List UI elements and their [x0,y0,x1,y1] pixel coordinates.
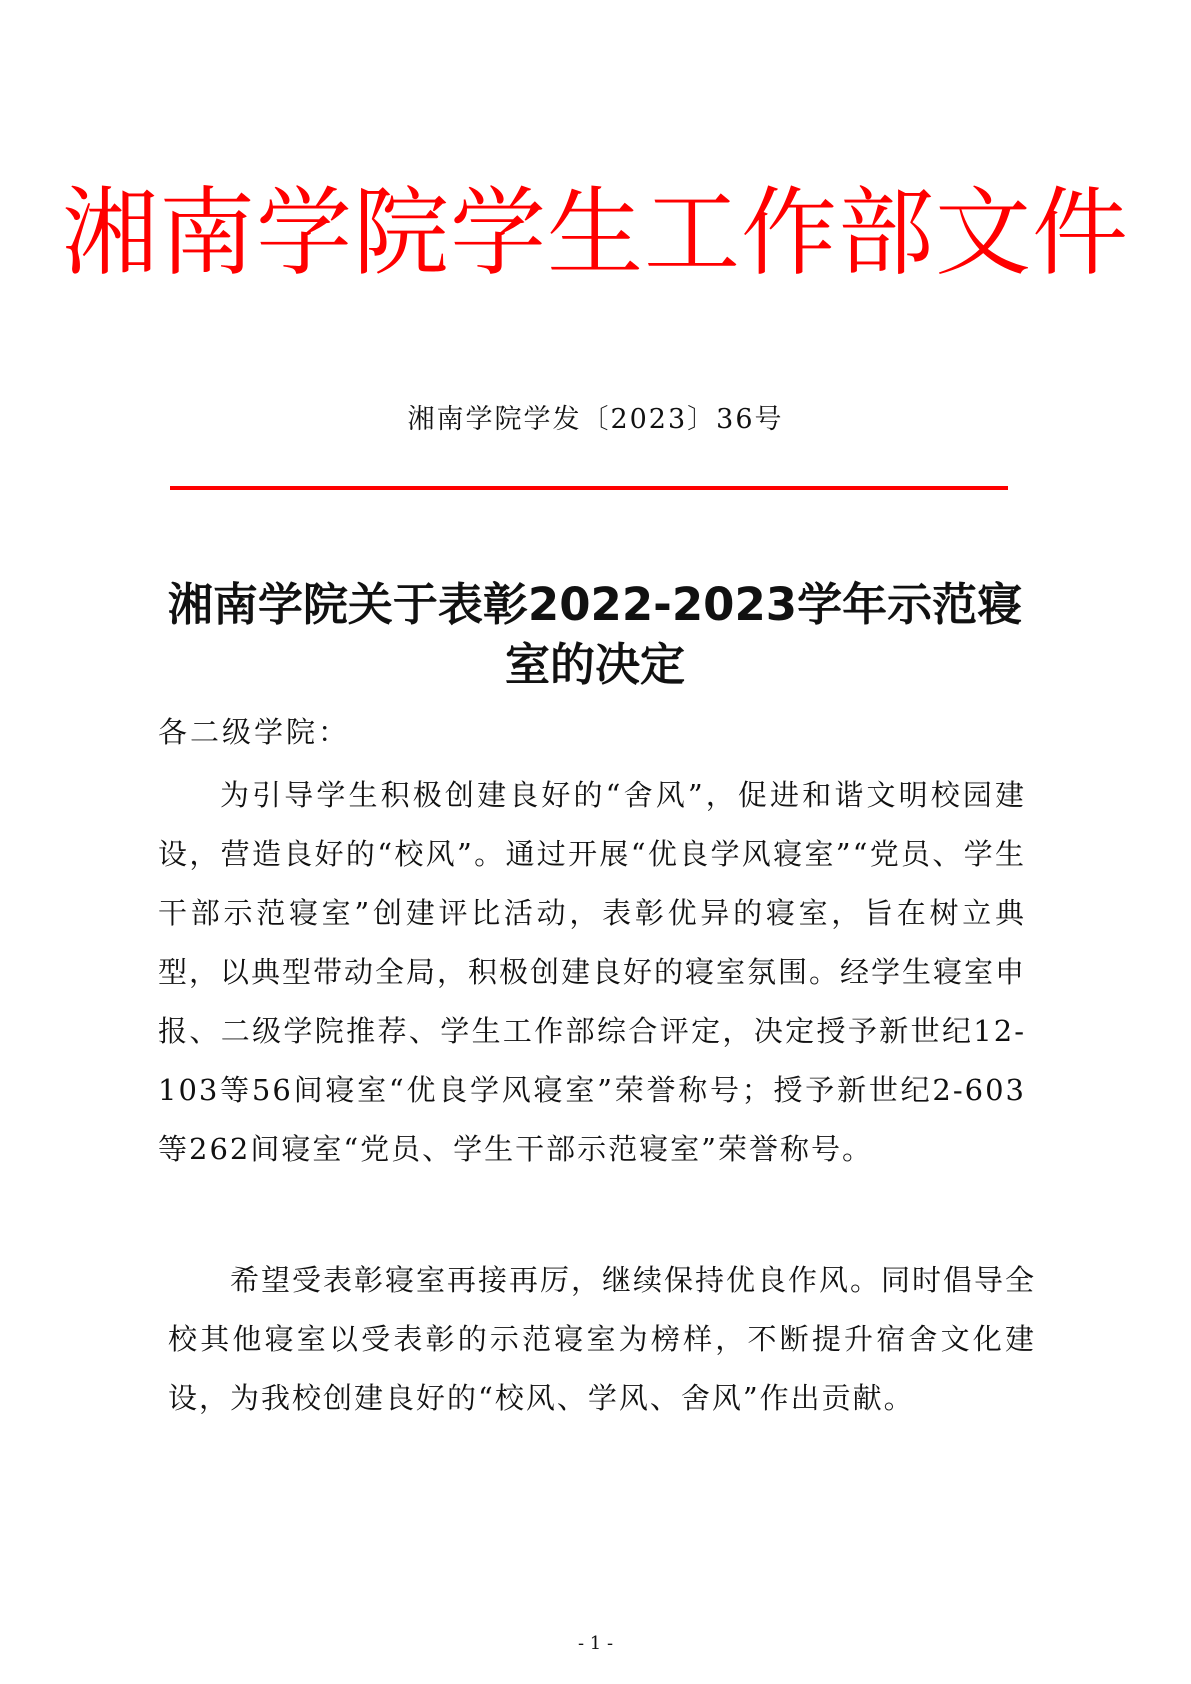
document-masthead: 湘南学院学生工作部文件 [62,177,1129,289]
body-paragraph-2: 希望受表彰寝室再接再厉，继续保持优良作风。同时倡导全校其他寝室以受表彰的示范寝室为榜样，不断提升宿舍文化建设，为我校创建良好的“校风、学风、舍风”作出贡献。 [168,1263,1037,1415]
red-divider-line [170,486,1008,490]
salutation: 各二级学院： [158,715,351,749]
document-title: 湘南学院关于表彰2022-2023学年示范寝室的决定 [167,578,1023,691]
page-number: - 1 - [577,1633,614,1654]
body-paragraph-1: 为引导学生积极创建良好的“舍风”，促进和谐文明校园建设，营造良好的“校风”。通过开展“优良学风寝室”“党员、学生干部示范寝室”创建评比活动，表彰优异的寝室，旨在树立典型，以典型带动全局，积极创建良好的寝室氛围。经学生寝室申报、二级学院推荐、学生工作部综合评定，决定授予新世纪12-103等56间寝室“优良学风寝室”荣誉称号；授予新世纪2-603等262间寝室“党员、学生干部示范寝室”荣誉称号。 [158,778,1027,1166]
document-number: 湘南学院学发〔2023〕36号 [407,404,784,435]
